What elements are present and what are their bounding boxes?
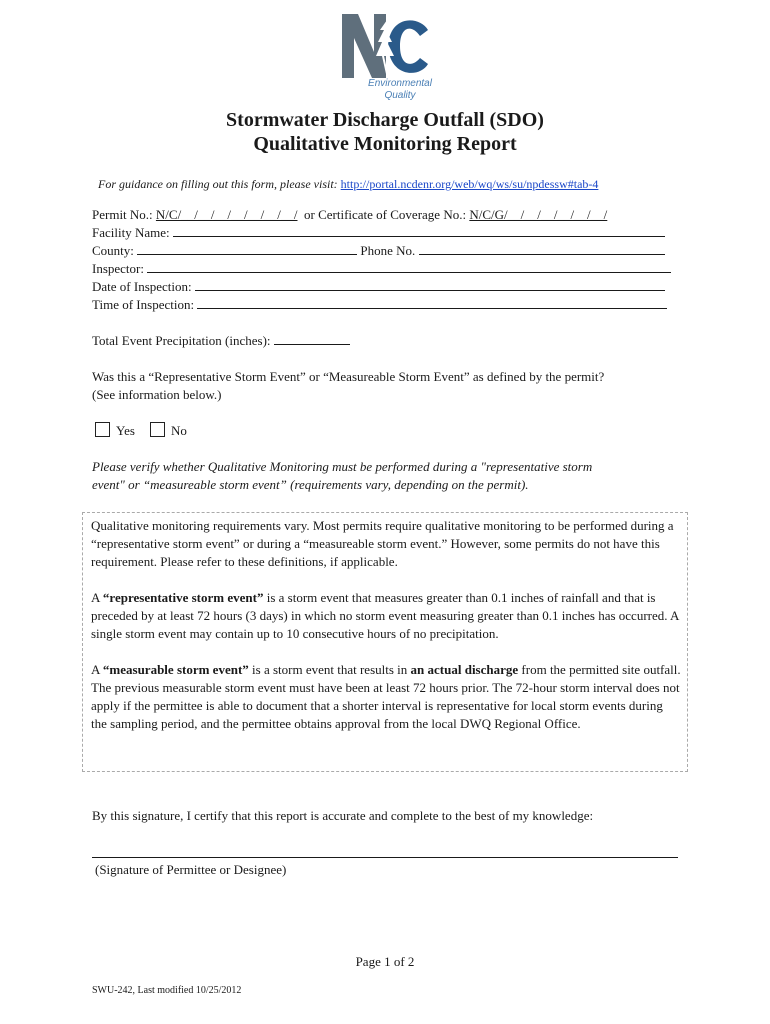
storm-question-note: (See information below.) [92, 387, 222, 402]
rep-def-text: is a storm event that measures greater than 0.1 inches of rainfall and that is preceded by at least 72 hours (3 days) in which no storm event measuring greater than 0.1 inches has occurred. A single storm event may contain up to 10 consecutive hours of no precipitation. [91, 590, 679, 641]
title-line-1: Stormwater Discharge Outfall (SDO) [226, 109, 544, 131]
precip-field[interactable] [274, 332, 350, 345]
inspector-row [92, 260, 671, 278]
definitions-box [82, 512, 688, 772]
rep-def-term: “representative storm event” [102, 590, 264, 605]
verify-note-line-2: event" or “measureable storm event” (requirements vary, depending on the permit). [92, 477, 529, 492]
guidance-label: For guidance on filling out this form, please visit: [98, 177, 338, 191]
facility-row [92, 224, 665, 242]
precip-row [92, 332, 350, 350]
measurable-definition [91, 661, 681, 733]
meas-def-term: “measurable storm event” [102, 662, 249, 677]
logo-subtitle: Environmental Quality [368, 78, 432, 101]
definitions-intro: Qualitative monitoring requirements vary. Most permits require qualitative monitoring to be performed during a “representative storm event” or during a “measureable storm event.” However, some permits do not have this requirement. Please refer to these definitions, if applicable. [91, 518, 674, 569]
date-label: Date of Inspection: [92, 279, 192, 294]
county-field[interactable] [137, 242, 357, 255]
signature-label: (Signature of Permittee or Designee) [95, 862, 287, 877]
page-number: Page 1 of 2 [355, 954, 415, 969]
no-checkbox[interactable] [150, 422, 165, 437]
signature-line[interactable] [92, 857, 678, 858]
representative-definition [91, 589, 681, 643]
no-option[interactable] [150, 422, 187, 440]
precip-label: Total Event Precipitation (inches): [92, 333, 271, 348]
coc-number-field[interactable]: N/C/G/__/__/__/__/__/__/ [469, 207, 608, 222]
yes-label: Yes [116, 423, 135, 438]
nc-logo-graphic [340, 12, 430, 82]
permit-row [92, 206, 607, 224]
county-label: County: [92, 243, 134, 258]
facility-label: Facility Name: [92, 225, 170, 240]
phone-label: Phone No. [360, 243, 416, 258]
guidance-link[interactable]: http://portal.ncdenr.org/web/wq/ws/su/npdessw#tab-4 [340, 177, 599, 191]
form-footer: SWU-242, Last modified 10/25/2012 [92, 985, 242, 996]
date-row [92, 278, 665, 296]
guidance-text [98, 177, 598, 192]
storm-question: Was this a “Representative Storm Event” or “Measureable Storm Event” as defined by the permit? [92, 369, 605, 384]
time-field[interactable] [197, 296, 667, 309]
verify-note-line-1: Please verify whether Qualitative Monitoring must be performed during a "representative storm [92, 459, 593, 474]
certification-text: By this signature, I certify that this report is accurate and complete to the best of my knowledge: [92, 808, 594, 823]
coc-label: or Certificate of Coverage No.: [304, 207, 467, 222]
title-line-2: Qualitative Monitoring Report [253, 133, 517, 155]
date-field[interactable] [195, 278, 665, 291]
rep-def-prefix: A [91, 590, 103, 605]
yes-option[interactable] [95, 422, 135, 440]
meas-def-text-1: is a storm event that results in [248, 662, 411, 677]
time-label: Time of Inspection: [92, 297, 195, 312]
no-label: No [171, 423, 187, 438]
yes-checkbox[interactable] [95, 422, 110, 437]
meas-def-prefix: A [91, 662, 103, 677]
inspector-field[interactable] [147, 260, 671, 273]
phone-field[interactable] [419, 242, 665, 255]
permit-label: Permit No.: [92, 207, 153, 222]
permit-number-field[interactable]: N/C/__/__/__/__/__/__/__/ [155, 207, 298, 222]
meas-def-text-2: from the permitted site outfall. The previous measurable storm event must have been at least 72 hours prior. The 72-hour storm interval does not apply if the permittee is able to document that a shorter interval is representative for local storm events during the sampling period, and the permittee obtains approval from the local DWQ Regional Office. [91, 662, 681, 731]
inspector-label: Inspector: [92, 261, 144, 276]
meas-def-emphasis: an actual discharge [410, 662, 519, 677]
time-row [92, 296, 667, 314]
county-row [92, 242, 665, 260]
facility-name-field[interactable] [173, 224, 665, 237]
